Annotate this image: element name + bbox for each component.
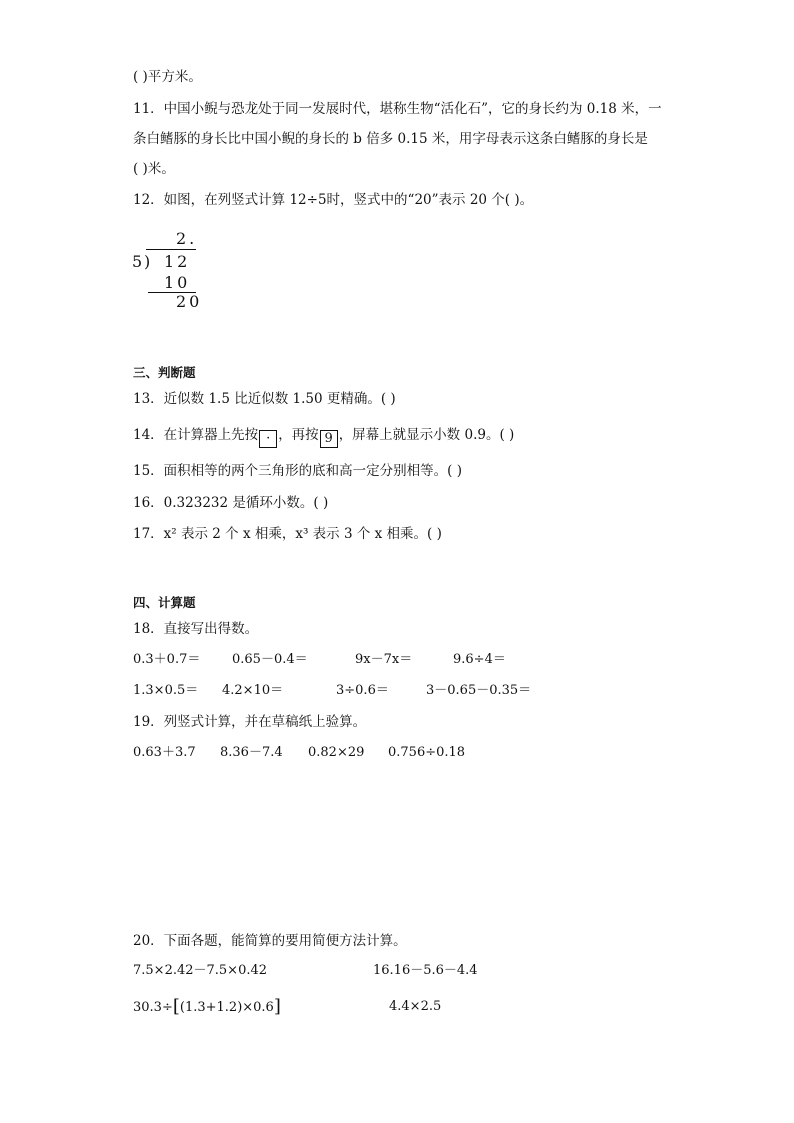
question-16: 16．0.323232 是循环小数。( ) [133,495,329,511]
q18-item-7: 3÷0.6＝ [336,683,389,698]
division-bracket-top [146,249,196,250]
division-remainder: 20 [176,292,203,311]
question-10-tail: ( )平方米。 [133,69,202,85]
question-20-text: 20．下面各题，能简算的要用简便方法计算。 [133,933,407,949]
division-dividend: 12 [164,252,191,271]
question-14 [133,426,514,448]
q20-item-d: 4.4×2.5 [389,999,442,1014]
question-11-line-2: 条白鳍豚的身长比中国小鲵的身长的 b 倍多 0.15 米，用字母表示这条白鳍豚的身长是 [133,131,648,147]
question-12-text: 12．如图，在列竖式计算 12÷5时，竖式中的“20”表示 20 个( )。 [133,192,534,208]
question-14-after: ，屏幕上就显示小数 0.9。( ) [338,427,515,443]
question-18-text: 18．直接写出得数。 [133,621,259,637]
q18-item-6: 4.2×10＝ [222,683,284,698]
q19-item-2: 8.36－7.4 [220,745,283,760]
q18-item-5: 1.3×0.5＝ [133,683,199,698]
q20-item-b: 16.16－5.6－4.4 [373,963,478,978]
calculator-nine-key: 9 [320,430,338,448]
right-bracket: ] [273,996,281,1017]
division-product: 10 [164,273,191,292]
q20-item-c: 30.3÷[(1.3+1.2)×0.6] [133,996,281,1017]
division-bracket: ) [144,252,151,271]
calculator-dot-key: · [259,430,277,448]
question-19-text: 19．列竖式计算，并在草稿纸上验算。 [133,714,367,730]
question-14-middle: ，再按 [278,427,319,443]
question-14-before: 14．在计算器上先按 [133,427,259,443]
section-4-title: 四、计算题 [133,595,196,610]
section-3-title: 三、判断题 [133,365,196,380]
q19-item-3: 0.82×29 [308,745,365,760]
question-15: 15．面积相等的两个三角形的底和高一定分别相等。( ) [133,463,463,479]
q20-item-a: 7.5×2.42－7.5×0.42 [133,963,268,978]
q18-item-3: 9x－7x＝ [355,652,413,667]
q18-item-4: 9.6÷4＝ [453,652,506,667]
q19-item-4: 0.756÷0.18 [388,745,466,760]
q18-item-2: 0.65－0.4＝ [232,652,308,667]
left-bracket: [ [172,996,180,1017]
question-11-line-3: ( )米。 [133,161,175,177]
question-11-line-1: 11．中国小鲵与恐龙处于同一发展时代，堪称生物“活化石”，它的身长约为 0.18 米，一 [133,101,662,117]
question-17: 17．x² 表示 2 个 x 相乘，x³ 表示 3 个 x 相乘。( ) [133,526,442,542]
q18-item-1: 0.3＋0.7＝ [133,652,201,667]
q18-item-8: 3－0.65－0.35＝ [426,683,532,698]
q19-item-1: 0.63＋3.7 [133,745,196,760]
division-quotient: 2. [176,229,198,248]
division-divisor: 5 [132,252,146,271]
question-13: 13．近似数 1.5 比近似数 1.50 更精确。( ) [133,391,396,407]
